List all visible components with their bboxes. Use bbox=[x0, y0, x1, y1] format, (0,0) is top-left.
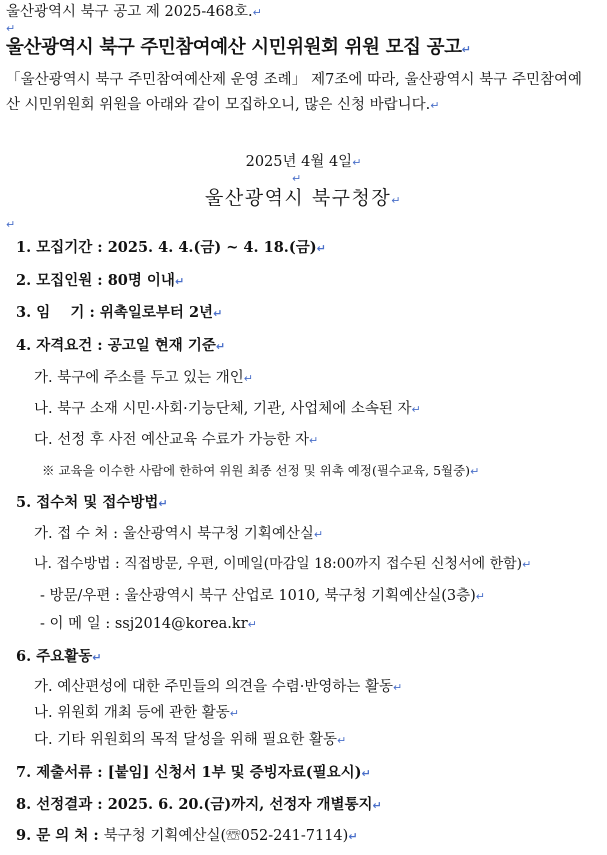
education-note: ※ 교육을 이수한 사람에 한하여 위원 최종 선정 및 위촉 예정(필수교육, 5월중)↵ bbox=[42, 463, 480, 478]
paragraph-mark-icon: ↵ bbox=[213, 307, 223, 320]
paragraph-mark-icon: ↵ bbox=[411, 403, 421, 416]
paragraph-mark-icon: ↵ bbox=[372, 799, 382, 812]
paragraph-mark-icon: ↵ bbox=[361, 767, 371, 780]
section-qualification: 4. 자격요건 : 공고일 현재 기준↵ bbox=[16, 337, 226, 354]
paragraph-mark-icon: ↵ bbox=[174, 275, 185, 288]
list-item: 다. 기타 위원회의 목적 달성을 위해 필요한 활동↵ bbox=[34, 732, 347, 748]
list-item: 다. 선정 후 사전 예산교육 수료가 가능한 자↵ bbox=[34, 432, 319, 448]
list-item: 나. 북구 소재 시민·사회·기능단체, 기관, 사업체에 소속된 자↵ bbox=[34, 401, 421, 417]
paragraph-mark-icon: ↵ bbox=[391, 194, 402, 207]
section-application: 5. 접수처 및 접수방법↵ bbox=[16, 494, 168, 511]
paragraph-mark-icon: ↵ bbox=[522, 558, 532, 571]
section-documents: 7. 제출서류 : [붙임] 신청서 1부 및 증빙자료(필요시)↵ bbox=[16, 764, 371, 781]
application-method: 나. 접수방법 : 직접방문, 우편, 이메일(마감일 18:00까지 접수된 신청서에 한함)↵ bbox=[34, 556, 532, 572]
paragraph-mark-icon: ↵ bbox=[313, 528, 324, 541]
list-item: 나. 위원회 개최 등에 관한 활동↵ bbox=[34, 705, 239, 721]
paragraph-mark-icon: ↵ bbox=[337, 734, 347, 747]
paragraph-mark-icon: ↵ bbox=[158, 497, 168, 510]
paragraph-mark-icon: ↵ bbox=[352, 156, 362, 169]
visit-address: - 방문/우편 : 울산광역시 북구 산업로 1010, 북구청 기획예산실(3층)↵ bbox=[40, 588, 485, 604]
document-title: 울산광역시 북구 주민참여예산 시민위원회 위원 모집 공고↵ bbox=[6, 37, 471, 58]
paragraph-mark-icon: ↵ bbox=[215, 340, 226, 353]
section-period: 1. 모집기간 : 2025. 4. 4.(금) ~ 4. 18.(금)↵ bbox=[16, 239, 326, 256]
paragraph-mark-icon: ↵ bbox=[461, 43, 471, 56]
paragraph-mark-icon: ↵ bbox=[247, 618, 257, 631]
paragraph-mark-icon: ↵ bbox=[6, 218, 16, 231]
paragraph-mark-icon: ↵ bbox=[6, 22, 16, 35]
paragraph-mark-icon: ↵ bbox=[393, 681, 403, 694]
announcement-date: 2025년 4월 4일↵ bbox=[245, 154, 362, 170]
section-count: 2. 모집인원 : 80명 이내↵ bbox=[16, 272, 185, 289]
paragraph-mark-icon: ↵ bbox=[309, 434, 319, 447]
notice-number: 울산광역시 북구 공고 제 2025-468호.↵ bbox=[6, 4, 262, 20]
issuer-name: 울산광역시 북구청장↵ bbox=[205, 187, 402, 209]
paragraph-mark-icon: ↵ bbox=[252, 6, 262, 19]
blank-line bbox=[6, 213, 15, 232]
list-item: 가. 예산편성에 대한 주민들의 의견을 수렴·반영하는 활동↵ bbox=[34, 679, 403, 695]
list-item: 가. 북구에 주소를 두고 있는 개인↵ bbox=[34, 370, 253, 386]
paragraph-mark-icon: ↵ bbox=[470, 465, 480, 478]
paragraph-mark-icon: ↵ bbox=[243, 372, 253, 385]
section-result: 8. 선정결과 : 2025. 6. 20.(금)까지, 선정자 개별통지↵ bbox=[16, 796, 382, 813]
paragraph-mark-icon: ↵ bbox=[475, 590, 485, 603]
paragraph-mark-icon: ↵ bbox=[348, 830, 358, 843]
paragraph-mark-icon: ↵ bbox=[92, 651, 102, 664]
paragraph-mark-icon: ↵ bbox=[292, 172, 302, 185]
paragraph-mark-icon: ↵ bbox=[229, 707, 239, 720]
section-activities: 6. 주요활동↵ bbox=[16, 648, 102, 665]
application-place: 가. 접 수 처 : 울산광역시 북구청 기획예산실↵ bbox=[34, 526, 324, 542]
intro-paragraph: 「울산광역시 북구 주민참여예산제 운영 조례」 제7조에 따라, 울산광역시 북구 주민참여예산 시민위원회 위원을 아래와 같이 모집하오니, 많은 신청 바랍니다.↵ bbox=[6, 72, 582, 113]
section-term: 3. 임 기 : 위촉일로부터 2년↵ bbox=[16, 304, 223, 321]
paragraph-mark-icon: ↵ bbox=[316, 242, 326, 255]
email-address: - 이 메 일 : ssj2014@korea.kr↵ bbox=[40, 616, 257, 632]
paragraph-mark-icon: ↵ bbox=[430, 99, 440, 112]
section-inquiry: 9. 문 의 처 : 북구청 기획예산실(☏052-241-7114)↵ bbox=[16, 827, 358, 844]
